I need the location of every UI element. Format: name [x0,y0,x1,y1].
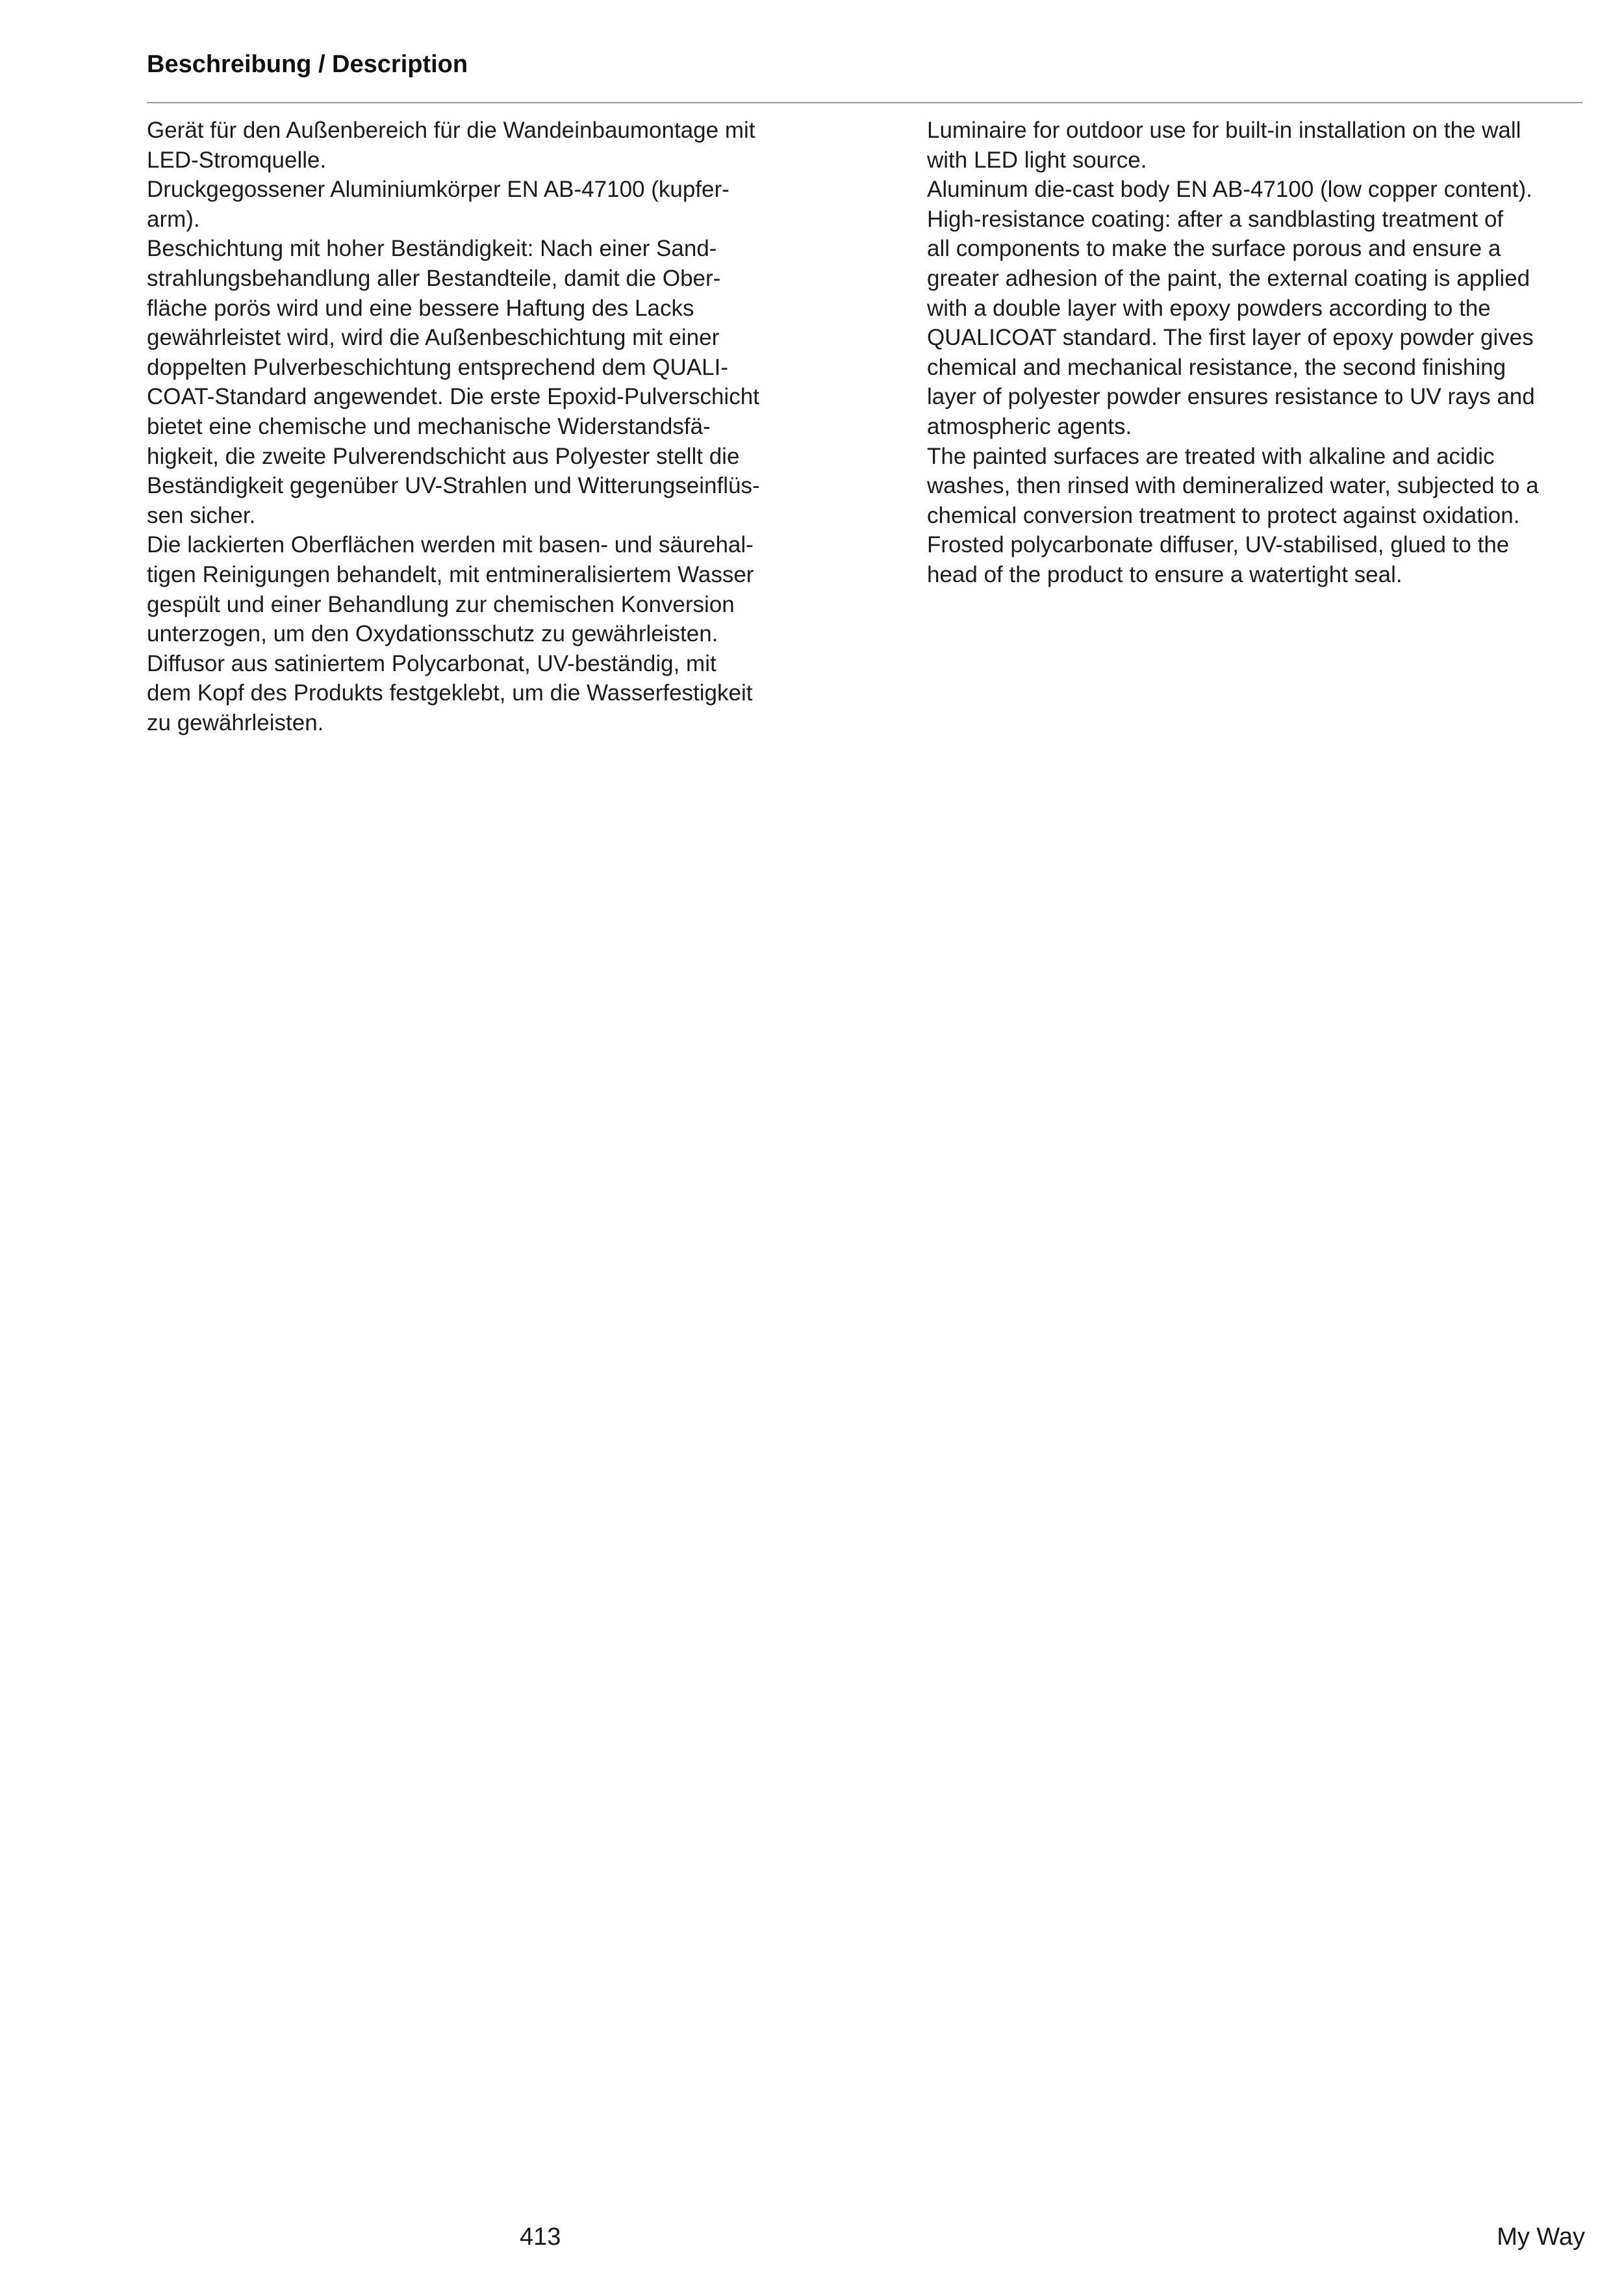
text-line: Diffusor aus satiniertem Polycarbonat, UV-beständig, mit [147,650,717,676]
text-line: layer of polyester powder ensures resistance to UV rays and [927,384,1535,410]
text-line: Gerät für den Außenbereich für die Wandeinbaumontage mit [147,118,755,143]
text-line: with LED light source. [927,147,1147,173]
text-line: COAT-Standard angewendet. Die erste Epoxid-Pulverschicht [147,384,759,410]
text-line: dem Kopf des Produkts festgeklebt, um die Wasserfestigkeit [147,680,753,706]
text-line: doppelten Pulverbeschichtung entsprechend dem QUALI- [147,354,728,380]
text-line: sen sicher. [147,502,256,528]
text-line: Druckgegossener Aluminiumkörper EN AB-47100 (kupfer- [147,177,730,203]
text-line: chemical and mechanical resistance, the second finishing [927,354,1506,380]
text-line: all components to make the surface porous and ensure a [927,236,1501,262]
text-line: LED-Stromquelle. [147,147,327,173]
text-line: fläche porös wird und eine bessere Haftung des Lacks [147,295,694,321]
text-line: arm). [147,206,200,232]
footer-title: My Way [1497,2223,1585,2251]
text-line: with a double layer with epoxy powders according to the [927,295,1491,321]
text-line: Frosted polycarbonate diffuser, UV-stabilised, glued to the [927,532,1510,558]
text-line: gespült und einer Behandlung zur chemischen Konversion [147,591,735,617]
description-english [927,116,1583,590]
text-line: zu gewährleisten. [147,709,324,735]
text-line: Beständigkeit gegenüber UV-Strahlen und Witterungseinflüs- [147,473,760,499]
heading-divider [147,102,1582,103]
text-line: gewährleistet wird, wird die Außenbeschichtung mit einer [147,325,720,351]
description-german [147,116,816,737]
text-line: High-resistance coating: after a sandblasting treatment of [927,206,1504,232]
text-line: tigen Reinigungen behandelt, mit entmineralisiertem Wasser [147,561,754,587]
text-line: unterzogen, um den Oxydationsschutz zu gewährleisten. [147,621,718,647]
page-number: 413 [520,2223,561,2251]
text-line: The painted surfaces are treated with alkaline and acidic [927,443,1495,469]
text-line: Die lackierten Oberflächen werden mit basen- und säurehal- [147,532,754,558]
text-line: higkeit, die zweite Pulverendschicht aus Polyester stellt die [147,443,740,469]
section-heading: Beschreibung / Description [147,51,468,78]
text-line: QUALICOAT standard. The first layer of epoxy powder gives [927,325,1534,351]
text-line: chemical conversion treatment to protect against oxidation. [927,502,1520,528]
text-line: strahlungsbehandlung aller Bestandteile, damit die Ober- [147,265,721,291]
text-line: washes, then rinsed with demineralized water, subjected to a [927,473,1539,499]
text-line: greater adhesion of the paint, the external coating is applied [927,265,1530,291]
text-line: Beschichtung mit hoher Beständigkeit: Nach einer Sand- [147,236,717,262]
text-line: bietet eine chemische und mechanische Widerstandsfä- [147,413,711,439]
text-line: atmospheric agents. [927,413,1132,439]
text-line: head of the product to ensure a watertight seal. [927,561,1402,587]
text-line: Luminaire for outdoor use for built-in installation on the wall [927,118,1521,143]
text-line: Aluminum die-cast body EN AB-47100 (low copper content). [927,177,1532,203]
